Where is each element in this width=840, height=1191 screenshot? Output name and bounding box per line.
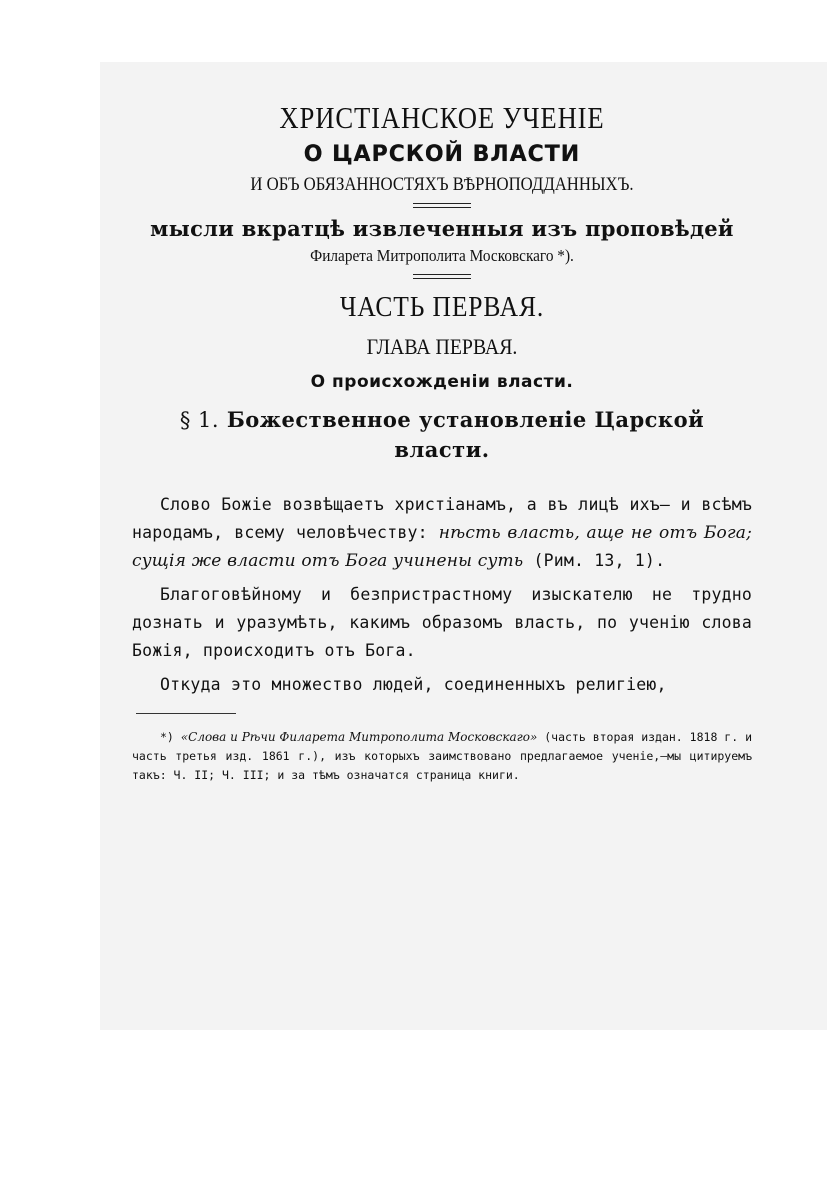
scripture-reference: (Рим. 13, 1). [523, 551, 666, 570]
footnote-paragraph [132, 728, 752, 785]
footnote-marker: *) [160, 730, 181, 744]
paragraph: Благоговѣйному и безпристрастному изыскателю не трудно дознать и уразумѣть, какимъ образомъ власть, по ученiю слова Божiя, происходитъ отъ Бога. [132, 585, 752, 660]
footnote-rule [136, 713, 236, 714]
scripture-quote: нѣсть власть, аще не отъ Бога; сущiя же власти отъ Бога учинены суть [132, 523, 752, 571]
footnote [132, 728, 752, 785]
gothic-subtitle: О ЦАРСКОЙ ВЛАСТИ [303, 142, 581, 167]
document-page [132, 92, 752, 785]
chapter-subtitle: О происхожденiи власти. [310, 372, 574, 392]
paragraph [132, 491, 752, 575]
double-rule-divider [413, 203, 471, 208]
part-title: ЧАСТЬ ПЕРВАЯ. [339, 291, 545, 323]
section-title: Божественное установленiе Царской власти. [226, 407, 705, 462]
title-block [132, 100, 752, 208]
author-line: Филарета Митрополита Московскаго *). [310, 246, 574, 265]
body-text [132, 491, 752, 699]
paragraph: Откуда это множество людей, соединенныхъ религiею, [160, 675, 667, 694]
part-block [132, 289, 752, 395]
source-description: мысли вкратцѣ извлеченныя изъ проповѣдей [150, 216, 734, 241]
double-rule-divider [413, 274, 471, 279]
main-title: ХРИСТIАНСКОЕ УЧЕНIЕ [279, 100, 605, 135]
section-sign: § 1. [179, 408, 220, 432]
footnote-text: (часть вторая издан. 1818 г. и часть третья изд. 1861 г.), изъ которыхъ заимствовано предлагаемое ученiе,—мы цитируемъ такъ: Ч. II; Ч. III; и за тѣмъ означатся страница книги. [132, 730, 753, 782]
paragraph-text: Слово Божiе возвѣщаетъ христiанамъ, а въ лицѣ ихъ— и всѣмъ народамъ, всему человѣчеству: [132, 495, 752, 542]
section-heading [132, 405, 752, 465]
source-block [132, 214, 752, 279]
footnote-book-title: «Слова и Рѣчи Филарета Митрополита Московскаго» [180, 730, 538, 744]
subtitle: И ОБЪ ОБЯЗАННОСТЯХЪ ВѢРНОПОДДАННЫХЪ. [250, 174, 634, 195]
chapter-title: ГЛАВА ПЕРВАЯ. [366, 334, 518, 359]
